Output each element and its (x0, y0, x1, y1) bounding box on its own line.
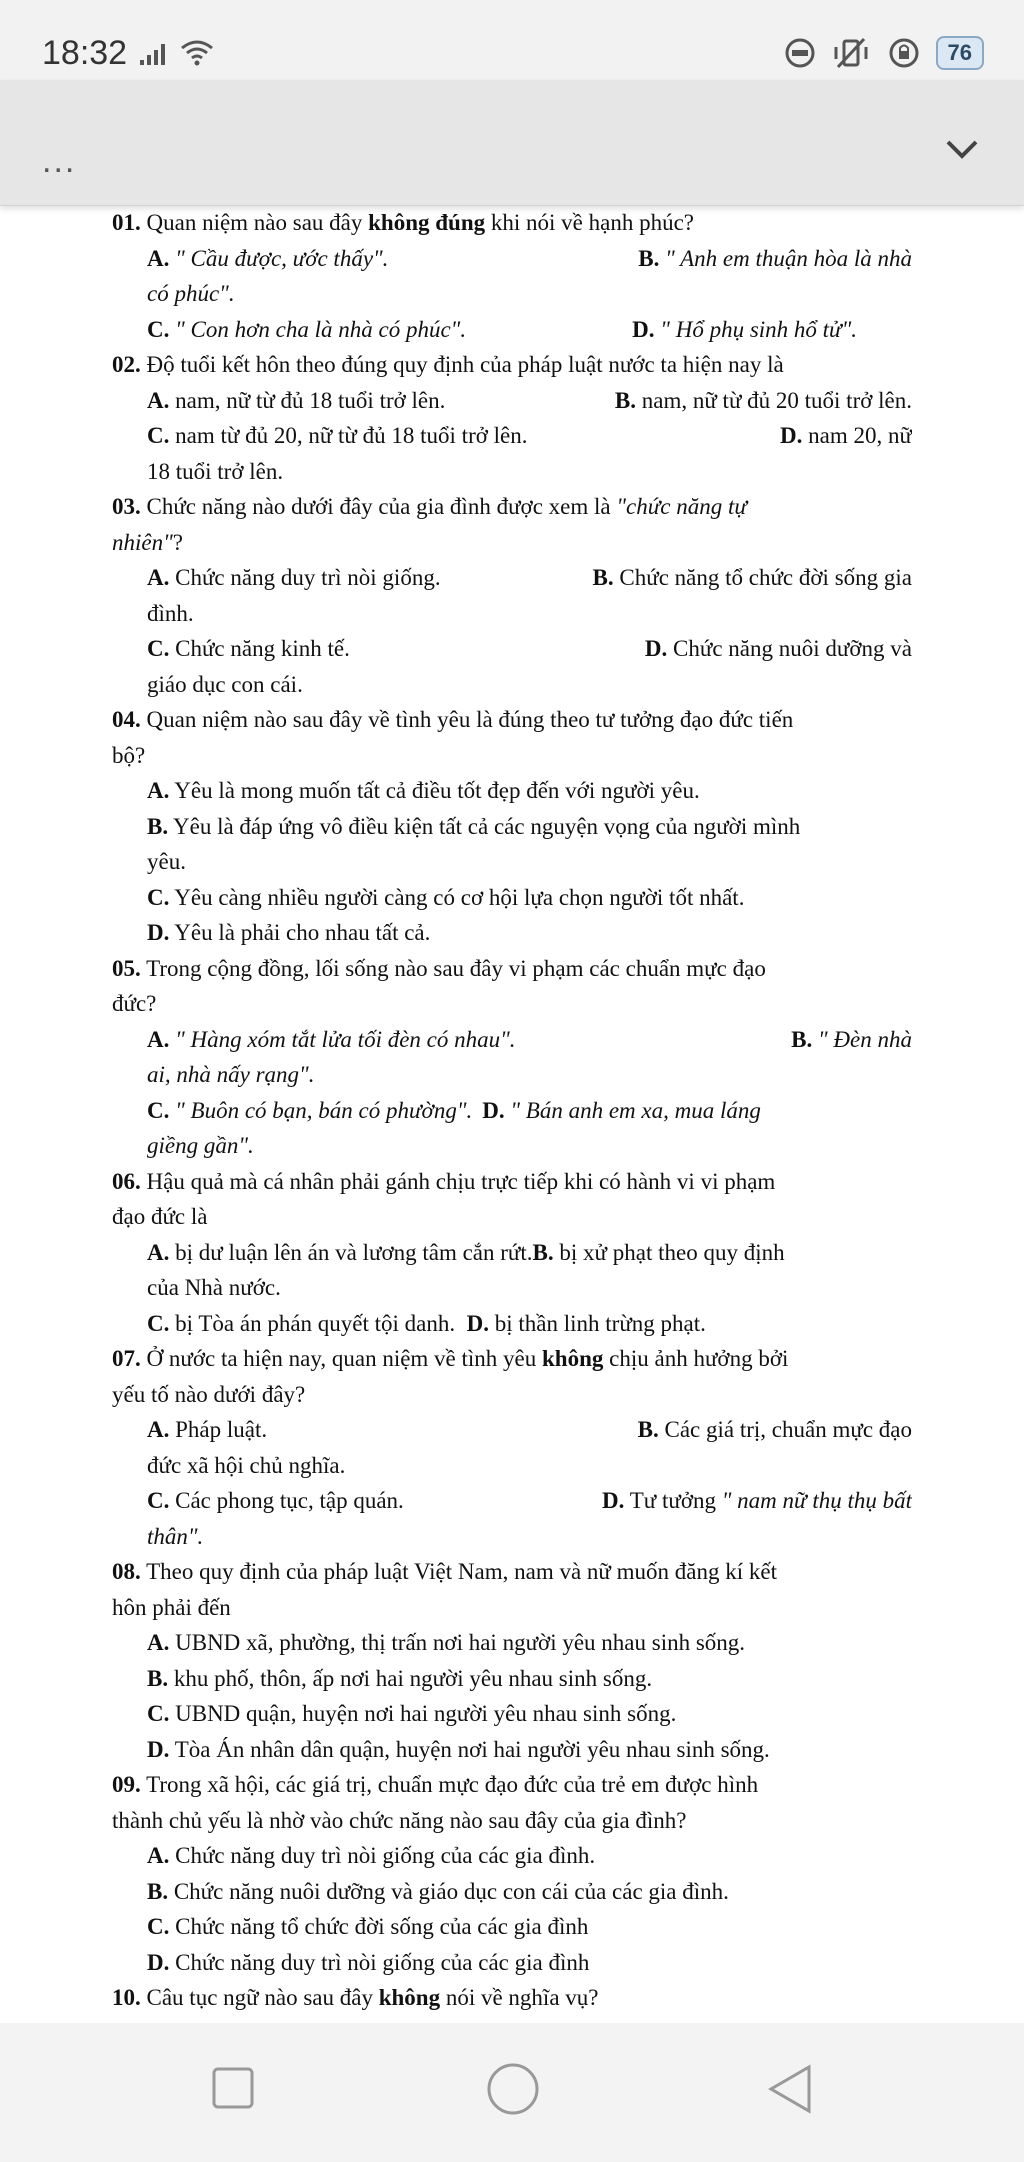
question-quote: "chức năng tự (616, 494, 747, 519)
question-number: 06. (112, 1168, 141, 1194)
option-b: B. Yêu là đáp ứng vô điều kiện tất cả các nguyện vọng của người mình (147, 813, 801, 839)
question-text: Hậu quả mà cá nhân phải gánh chịu trực tiếp khi có hành vi vi phạm (146, 1168, 776, 1194)
option-d-continued: giáo dục con cái. (147, 671, 303, 697)
option-b: B. nam, nữ từ đủ 20 tuổi trở lên. (614, 387, 912, 413)
viewer-toolbar (0, 80, 1024, 206)
status-right-icons (784, 36, 984, 70)
option-a: A. Chức năng duy trì nòi giống. (147, 565, 441, 590)
question-number: 04. (112, 707, 141, 732)
question-emphasis: không (378, 1985, 441, 2010)
option-d: D. Yêu là phải cho nhau tất cả. (147, 920, 431, 945)
navigation-bar (0, 2023, 1024, 2162)
status-left-icons (140, 38, 214, 66)
wifi-icon (180, 38, 214, 66)
question-text: Quan niệm nào sau đây (146, 210, 363, 235)
option-b: B. Chức năng tổ chức đời sống gia (592, 565, 912, 590)
battery-indicator: 76 (936, 36, 984, 70)
back-triangle-icon[interactable] (765, 2063, 815, 2115)
question-emphasis: không đúng (368, 210, 486, 235)
option-c: C. " Buôn có bạn, bán có phường". (147, 1097, 473, 1123)
option-b-continued: của Nhà nước. (147, 1275, 281, 1300)
question-text: Độ tuổi kết hôn theo đúng quy định của pháp luật nước ta hiện nay là (146, 352, 784, 377)
question-06 (112, 1164, 912, 1342)
question-02 (112, 347, 912, 489)
more-options-button[interactable]: ... (42, 142, 77, 180)
status-time: 18:32 (42, 34, 128, 72)
question-number: 08. (112, 1559, 141, 1584)
question-01 (112, 205, 912, 347)
option-b: B. khu phố, thôn, ấp nơi hai người yêu nhau sinh sống. (147, 1665, 653, 1691)
option-d: D. nam 20, nữ (780, 423, 912, 448)
option-b: B. Các giá trị, chuẩn mực đạo (637, 1417, 912, 1442)
document-page (112, 205, 912, 2023)
option-b-continued: yêu. (147, 849, 186, 874)
option-c: C. Yêu càng nhiều người càng có cơ hội lựa chọn người tốt nhất. (147, 884, 745, 910)
option-d-continued: giềng gần". (147, 1133, 254, 1158)
question-text-continued: yếu tố nào dưới đây? (112, 1381, 306, 1407)
question-text: Quan niệm nào sau đây về tình yêu là đúng theo tư tưởng đạo đức tiến (146, 707, 794, 732)
question-quote: nhiên" (112, 529, 173, 555)
option-b: B. " Anh em thuận hòa là nhà (638, 245, 912, 271)
question-07 (112, 1341, 912, 1554)
option-c: C. Các phong tục, tập quán. (147, 1488, 404, 1513)
question-text: Theo quy định của pháp luật Việt Nam, nam và nữ muốn đăng kí kết (146, 1559, 777, 1584)
vibrate-mute-icon (832, 37, 872, 69)
question-text-continued: bộ? (112, 742, 146, 768)
option-a: A. Pháp luật. (147, 1417, 268, 1442)
question-text: Trong cộng đồng, lối sống nào sau đây vi phạm các chuẩn mực đạo (146, 955, 766, 981)
option-c: C. Chức năng tổ chức đời sống của các gia đình (147, 1914, 589, 1939)
question-number: 09. (112, 1772, 141, 1797)
data-saver-icon (784, 37, 816, 69)
option-d: D. " Hổ phụ sinh hổ tử". (632, 316, 857, 342)
option-a: A. " Hàng xóm tắt lửa tối đèn có nhau". (147, 1026, 516, 1052)
question-text-continued: thành chủ yếu là nhờ vào chức năng nào sau đây của gia đình? (112, 1807, 687, 1833)
question-text: Trong xã hội, các giá trị, chuẩn mực đạo đức của trẻ em được hình (146, 1772, 759, 1797)
option-a: A. nam, nữ từ đủ 18 tuổi trở lên. (147, 387, 446, 413)
option-d-continued: 18 tuổi trở lên. (147, 458, 284, 484)
question-04 (112, 702, 912, 951)
question-number: 10. (112, 1985, 141, 2010)
option-a: A. UBND xã, phường, thị trấn nơi hai người yêu nhau sinh sống. (147, 1630, 746, 1655)
question-number: 02. (112, 352, 141, 377)
question-text-continued: hôn phải đến (112, 1594, 231, 1620)
option-c: C. UBND quận, huyện nơi hai người yêu nhau sinh sống. (147, 1701, 677, 1726)
question-text-continued: đức? (112, 991, 157, 1016)
option-b-continued: ai, nhà nấy rạng". (147, 1062, 315, 1087)
status-bar (0, 0, 1024, 80)
option-c: C. bị Tòa án phán quyết tội danh. (147, 1310, 456, 1336)
question-text: khi nói về hạnh phúc? (490, 210, 695, 235)
question-05 (112, 951, 912, 1164)
option-b: B. bị xử phạt theo quy định (532, 1239, 785, 1265)
question-text: Ở nước ta hiện nay, quan niệm về tình yêu (146, 1346, 537, 1371)
option-a: A. Chức năng duy trì nòi giống của các gia đình. (147, 1843, 596, 1868)
question-08 (112, 1554, 912, 1767)
recents-square-icon[interactable] (210, 2063, 260, 2113)
question-number: 03. (112, 494, 141, 519)
question-text-continued: đạo đức là (112, 1204, 208, 1229)
question-text: ? (172, 529, 183, 555)
question-text: nói về nghĩa vụ? (445, 1985, 599, 2010)
option-d: D. Tư tưởng " nam nữ thụ thụ bất (602, 1488, 912, 1513)
question-number: 07. (112, 1346, 141, 1371)
option-a: A. bị dư luận lên án và lương tâm cắn rứt. (147, 1239, 533, 1265)
chevron-down-icon[interactable] (938, 126, 986, 174)
option-b-continued: đức xã hội chủ nghĩa. (147, 1452, 346, 1478)
question-text: Chức năng nào dưới đây của gia đình được xem là (146, 494, 611, 519)
option-d: D. Chức năng duy trì nòi giống của các gia đình (147, 1949, 590, 1975)
question-10 (112, 1980, 912, 2016)
question-03 (112, 489, 912, 702)
question-text: Câu tục ngữ nào sau đây (146, 1985, 373, 2010)
option-c: C. nam từ đủ 20, nữ từ đủ 18 tuổi trở lên. (147, 423, 528, 448)
option-b-continued: có phúc". (147, 281, 235, 306)
signal-icon (140, 40, 170, 66)
option-d: D. Tòa Án nhân dân quận, huyện nơi hai người yêu nhau sinh sống. (147, 1736, 770, 1762)
option-a: A. Yêu là mong muốn tất cả điều tốt đẹp đến với người yêu. (147, 778, 700, 803)
option-d: D. Chức năng nuôi dưỡng và (644, 636, 912, 661)
vpn-lock-icon (888, 37, 920, 69)
question-text: chịu ảnh hưởng bởi (609, 1346, 789, 1371)
option-c: C. " Con hơn cha là nhà có phúc". (147, 316, 467, 342)
option-b: B. " Đèn nhà (791, 1026, 912, 1052)
home-circle-icon[interactable] (485, 2063, 541, 2119)
option-a: A. " Cầu được, ước thấy". (147, 245, 389, 271)
question-number: 01. (112, 210, 141, 235)
option-c: C. Chức năng kinh tế. (147, 636, 350, 661)
option-d: D. bị thần linh trừng phạt. (466, 1310, 706, 1336)
option-b: B. Chức năng nuôi dưỡng và giáo dục con cái của các gia đình. (147, 1878, 729, 1904)
question-number: 05. (112, 955, 141, 981)
option-b-continued: đình. (147, 600, 194, 626)
option-d: D. " Bán anh em xa, mua láng (482, 1097, 761, 1123)
question-emphasis: không (542, 1346, 604, 1371)
option-d-continued: thân". (147, 1523, 204, 1549)
question-09 (112, 1767, 912, 1980)
